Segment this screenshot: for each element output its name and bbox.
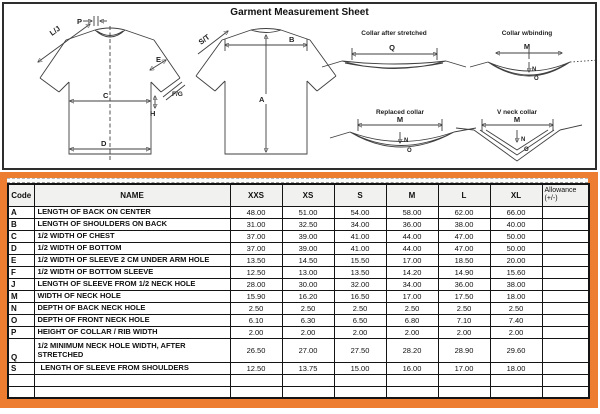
- value-cell: 47.00: [438, 230, 490, 242]
- value-cell: 47.00: [438, 242, 490, 254]
- value-cell: 28.00: [230, 278, 282, 290]
- collar-vneck-diagram: [456, 109, 582, 161]
- value-cell: 50.00: [490, 230, 542, 242]
- allowance-cell: [542, 254, 589, 266]
- value-cell: 48.00: [230, 206, 282, 218]
- label-q: Q: [389, 43, 395, 52]
- empty-cell: [334, 374, 386, 386]
- value-cell: 15.50: [334, 254, 386, 266]
- row-name: WIDTH OF NECK HOLE: [34, 290, 230, 302]
- value-cell: 2.00: [438, 326, 490, 338]
- value-cell: 6.50: [334, 314, 386, 326]
- value-cell: 20.00: [490, 254, 542, 266]
- vneck-shoulder-lines: [456, 125, 582, 130]
- binding-dotted-line: [570, 60, 595, 62]
- allowance-cell: [542, 230, 589, 242]
- allowance-cell: [542, 218, 589, 230]
- row-code: S: [8, 362, 34, 374]
- value-cell: 2.00: [230, 326, 282, 338]
- label-replaced-n: N: [404, 138, 409, 144]
- value-cell: 6.80: [386, 314, 438, 326]
- value-cell: 44.00: [386, 230, 438, 242]
- row-name: DEPTH OF BACK NECK HOLE: [34, 302, 230, 314]
- row-name: 1/2 WIDTH OF CHEST: [34, 230, 230, 242]
- row-code: F: [8, 266, 34, 278]
- value-cell: 31.00: [230, 218, 282, 230]
- value-cell: 16.50: [334, 290, 386, 302]
- value-cell: 28.20: [386, 338, 438, 362]
- header-xxs: XXS: [230, 184, 282, 206]
- sleeve-length-line: [38, 24, 90, 62]
- label-replaced-m: M: [396, 115, 404, 124]
- value-cell: 12.50: [230, 362, 282, 374]
- allowance-cell: [542, 242, 589, 254]
- empty-row: [8, 386, 589, 398]
- collar-binding-diagram: [470, 30, 595, 82]
- empty-cell: [282, 386, 334, 398]
- allowance-cell: [542, 278, 589, 290]
- row-name: DEPTH OF FRONT NECK HOLE: [34, 314, 230, 326]
- page-title: Garment Measurement Sheet: [230, 7, 369, 18]
- header-l: L: [438, 184, 490, 206]
- empty-cell: [34, 386, 230, 398]
- table-row-m: [8, 290, 589, 302]
- header-xs: XS: [282, 184, 334, 206]
- header-xl: XL: [490, 184, 542, 206]
- table-row-j: [8, 278, 589, 290]
- value-cell: 17.00: [438, 362, 490, 374]
- value-cell: 16.00: [386, 362, 438, 374]
- empty-cell: [438, 374, 490, 386]
- garment-diagrams: [4, 4, 595, 168]
- table-row-o: [8, 314, 589, 326]
- collar-replaced-diagram: [330, 109, 476, 154]
- allowance-cell: [542, 266, 589, 278]
- value-cell: 14.90: [438, 266, 490, 278]
- allowance-cell: [542, 362, 589, 374]
- empty-cell: [542, 374, 589, 386]
- empty-cell: [8, 374, 34, 386]
- row-name: LENGTH OF SLEEVE FROM 1/2 NECK HOLE: [34, 278, 230, 290]
- row-code: Q: [8, 338, 34, 362]
- value-cell: 7.10: [438, 314, 490, 326]
- empty-cell: [386, 386, 438, 398]
- value-cell: 44.00: [386, 242, 438, 254]
- allowance-cell: [542, 326, 589, 338]
- collar-stretched-diagram: [322, 30, 466, 69]
- label-vneck-n: N: [521, 137, 526, 143]
- row-code: D: [8, 242, 34, 254]
- value-cell: 29.60: [490, 338, 542, 362]
- empty-row: [8, 374, 589, 386]
- empty-cell: [282, 374, 334, 386]
- table-row-c: [8, 230, 589, 242]
- value-cell: 37.00: [230, 230, 282, 242]
- value-cell: 2.50: [334, 302, 386, 314]
- row-name: LENGTH OF BACK ON CENTER: [34, 206, 230, 218]
- value-cell: 32.50: [282, 218, 334, 230]
- row-name: LENGTH OF SLEEVE FROM SHOULDERS: [34, 362, 230, 374]
- value-cell: 54.00: [334, 206, 386, 218]
- row-code: M: [8, 290, 34, 302]
- replaced-collar-band: [350, 132, 454, 147]
- value-cell: 32.00: [334, 278, 386, 290]
- label-lj: L/J: [47, 23, 62, 38]
- label-vneck-o: O: [524, 147, 529, 153]
- value-cell: 18.00: [490, 290, 542, 302]
- value-cell: 28.90: [438, 338, 490, 362]
- empty-cell: [386, 374, 438, 386]
- label-vneck-m: M: [513, 115, 521, 124]
- value-cell: 13.75: [282, 362, 334, 374]
- value-cell: 36.00: [386, 218, 438, 230]
- value-cell: 12.50: [230, 266, 282, 278]
- value-cell: 36.00: [438, 278, 490, 290]
- value-cell: 7.40: [490, 314, 542, 326]
- back-shirt-diagram: [196, 29, 336, 155]
- row-code: O: [8, 314, 34, 326]
- empty-cell: [230, 374, 282, 386]
- row-name: LENGTH OF SHOULDERS ON BACK: [34, 218, 230, 230]
- allowance-cell: [542, 314, 589, 326]
- value-cell: 2.50: [490, 302, 542, 314]
- value-cell: 37.00: [230, 242, 282, 254]
- value-cell: 2.00: [334, 326, 386, 338]
- table-row-p: [8, 326, 589, 338]
- value-cell: 15.60: [490, 266, 542, 278]
- value-cell: 18.50: [438, 254, 490, 266]
- diagram-panel: [2, 2, 597, 170]
- header-s: S: [334, 184, 386, 206]
- table-row-s: [8, 362, 589, 374]
- empty-cell: [34, 374, 230, 386]
- value-cell: 39.00: [282, 230, 334, 242]
- value-cell: 2.50: [230, 302, 282, 314]
- header-name: NAME: [34, 184, 230, 206]
- value-cell: 27.00: [282, 338, 334, 362]
- value-cell: 17.50: [438, 290, 490, 302]
- measurement-table: [7, 183, 590, 399]
- allowance-line1: Allowance: [544, 187, 577, 195]
- table-header-row: [8, 184, 589, 206]
- allowance-cell: [542, 338, 589, 362]
- table-row-d: [8, 242, 589, 254]
- value-cell: 26.50: [230, 338, 282, 362]
- table-row-e: [8, 254, 589, 266]
- value-cell: 30.00: [282, 278, 334, 290]
- stretched-collar-band: [342, 61, 446, 69]
- label-fg: F/G: [172, 91, 183, 98]
- value-cell: 13.00: [282, 266, 334, 278]
- label-binding-n: N: [532, 67, 537, 73]
- value-cell: 18.00: [490, 362, 542, 374]
- empty-cell: [438, 386, 490, 398]
- value-cell: 15.90: [230, 290, 282, 302]
- value-cell: 2.50: [282, 302, 334, 314]
- value-cell: 41.00: [334, 230, 386, 242]
- label-d: D: [101, 139, 107, 148]
- collar-replaced-title: Replaced collar: [375, 109, 425, 116]
- table-row-b: [8, 218, 589, 230]
- value-cell: 2.00: [282, 326, 334, 338]
- row-name: 1/2 WIDTH OF BOTTOM: [34, 242, 230, 254]
- empty-cell: [230, 386, 282, 398]
- table-row-a: [8, 206, 589, 218]
- value-cell: 14.50: [282, 254, 334, 266]
- measurement-table-panel: [0, 172, 598, 408]
- row-code: A: [8, 206, 34, 218]
- row-code: P: [8, 326, 34, 338]
- label-binding-m: M: [523, 42, 531, 51]
- value-cell: 58.00: [386, 206, 438, 218]
- value-cell: 16.20: [282, 290, 334, 302]
- row-code: B: [8, 218, 34, 230]
- label-a: A: [259, 95, 265, 104]
- value-cell: 15.00: [334, 362, 386, 374]
- front-shirt-diagram: [38, 16, 185, 160]
- value-cell: 38.00: [490, 278, 542, 290]
- label-b: B: [289, 35, 295, 44]
- value-cell: 2.00: [386, 326, 438, 338]
- collar-height-ticks: [94, 16, 98, 26]
- value-cell: 14.20: [386, 266, 438, 278]
- label-replaced-o: O: [407, 148, 412, 154]
- row-code: E: [8, 254, 34, 266]
- row-name: 1/2 MINIMUM NECK HOLE WIDTH, AFTER STRETCHED: [34, 338, 230, 362]
- value-cell: 34.00: [334, 218, 386, 230]
- value-cell: 13.50: [230, 254, 282, 266]
- value-cell: 2.50: [386, 302, 438, 314]
- value-cell: 34.00: [386, 278, 438, 290]
- value-cell: 17.00: [386, 254, 438, 266]
- table-row-q: [8, 338, 589, 362]
- value-cell: 38.00: [438, 218, 490, 230]
- row-name: 1/2 WIDTH OF BOTTOM SLEEVE: [34, 266, 230, 278]
- value-cell: 27.50: [334, 338, 386, 362]
- label-h: H: [150, 109, 156, 118]
- label-st: S/T: [196, 32, 212, 47]
- value-cell: 66.00: [490, 206, 542, 218]
- allowance-line2: (+/-): [544, 195, 558, 203]
- empty-cell: [490, 374, 542, 386]
- value-cell: 41.00: [334, 242, 386, 254]
- row-name: 1/2 WIDTH OF SLEEVE 2 CM UNDER ARM HOLE: [34, 254, 230, 266]
- header-m: M: [386, 184, 438, 206]
- row-code: J: [8, 278, 34, 290]
- header-code: Code: [8, 184, 34, 206]
- label-c: C: [103, 91, 109, 100]
- value-cell: 6.30: [282, 314, 334, 326]
- collar-binding-title: Collar w/binding: [501, 30, 553, 37]
- allowance-cell: [542, 302, 589, 314]
- row-code: C: [8, 230, 34, 242]
- empty-cell: [490, 386, 542, 398]
- value-cell: 17.00: [386, 290, 438, 302]
- allowance-cell: [542, 206, 589, 218]
- table-row-f: [8, 266, 589, 278]
- binding-shoulder-line: [470, 62, 488, 67]
- collar-vneck-title: V neck collar: [496, 109, 538, 116]
- header-allowance: [542, 184, 589, 206]
- value-cell: 2.00: [490, 326, 542, 338]
- empty-cell: [8, 386, 34, 398]
- value-cell: 2.50: [438, 302, 490, 314]
- value-cell: 40.00: [490, 218, 542, 230]
- empty-cell: [334, 386, 386, 398]
- empty-cell: [542, 386, 589, 398]
- value-cell: 51.00: [282, 206, 334, 218]
- label-e: E: [156, 55, 162, 64]
- table-row-n: [8, 302, 589, 314]
- row-code: N: [8, 302, 34, 314]
- label-binding-o: O: [534, 76, 539, 82]
- label-p: P: [77, 17, 83, 26]
- allowance-cell: [542, 290, 589, 302]
- collar-stretched-title: Collar after stretched: [361, 30, 427, 37]
- value-cell: 13.50: [334, 266, 386, 278]
- value-cell: 50.00: [490, 242, 542, 254]
- value-cell: 39.00: [282, 242, 334, 254]
- row-name: HEIGHT OF COLLAR / RIB WIDTH: [34, 326, 230, 338]
- value-cell: 6.10: [230, 314, 282, 326]
- value-cell: 62.00: [438, 206, 490, 218]
